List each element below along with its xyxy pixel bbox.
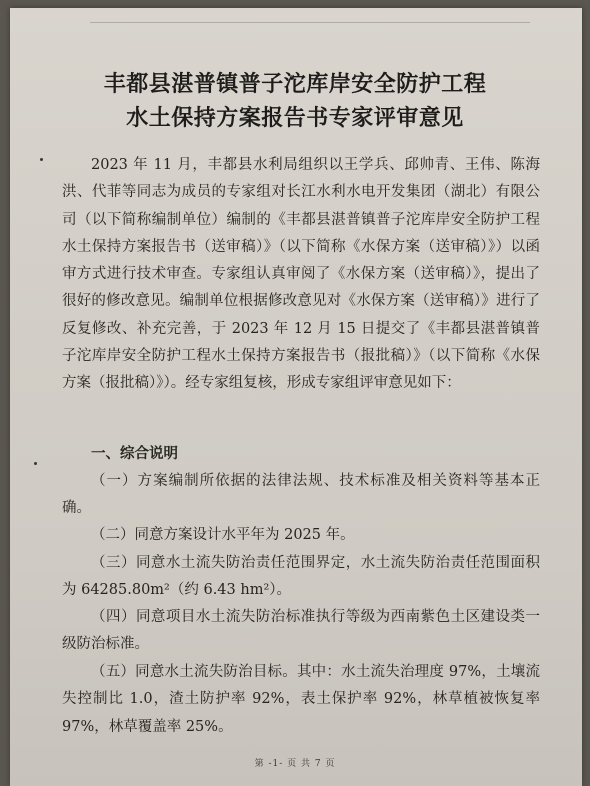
review-item-1: （一）方案编制所依据的法律法规、技术标准及相关资料等基本正确。 <box>62 473 540 517</box>
paper-speck <box>34 462 37 465</box>
document-title-line-2: 水土保持方案报告书专家评审意见 <box>126 106 464 131</box>
section-heading-overview: 一、综合说明 <box>91 446 178 462</box>
review-item-4: （四）同意项目水土流失防治标准执行等级为西南紫色土区建设类一级防治标准。 <box>62 609 540 653</box>
intro-paragraph: 2023 年 11 月，丰都县水利局组织以王学兵、邱帅青、王伟、陈海洪、代菲等同志为成员的专家组对长江水利水电开发集团（湖北）有限公司（以下简称编制单位）编制的《丰都县湛普镇普子沱库岸安全防护工程水土保持方案报告书（送审稿）》（以下简称《水保方案（送审稿）》）以函审方式进行技术审查。专家组认真审阅了《水保方案（送审稿）》，提出了很好的修改意见。编制单位根据修改意见对《水保方案（送审稿）》进行了反复修改、补充完善，于 2023 年 12 月 15 日提交了《丰都县湛普镇普子沱库岸安全防护工程水土保持方案报告书（报批稿）》（以下简称《水保方案（报批稿）》）。经专家组复核，形成专家组评审意见如下： <box>62 157 540 392</box>
paper-speck <box>40 158 43 161</box>
document-title-line-1: 丰都县湛普镇普子沱库岸安全防护工程 <box>103 72 487 97</box>
review-item-5: （五）同意水土流失防治目标。其中：水土流失治理度 97%，土壤流失控制比 1.0，渣土防护率 92%，表土保护率 92%，林草植被恢复率 97%，林草覆盖率 25%。 <box>62 664 540 735</box>
paper-fold-line <box>90 22 530 23</box>
review-item-3: （三）同意水土流失防治责任范围界定，水土流失防治责任范围面积为 64285.80m²（约 6.43 hm²）。 <box>62 555 540 599</box>
page-footer: 第 -1- 页 共 7 页 <box>254 759 336 769</box>
review-item-2: （二）同意方案设计水平年为 2025 年。 <box>91 527 355 543</box>
